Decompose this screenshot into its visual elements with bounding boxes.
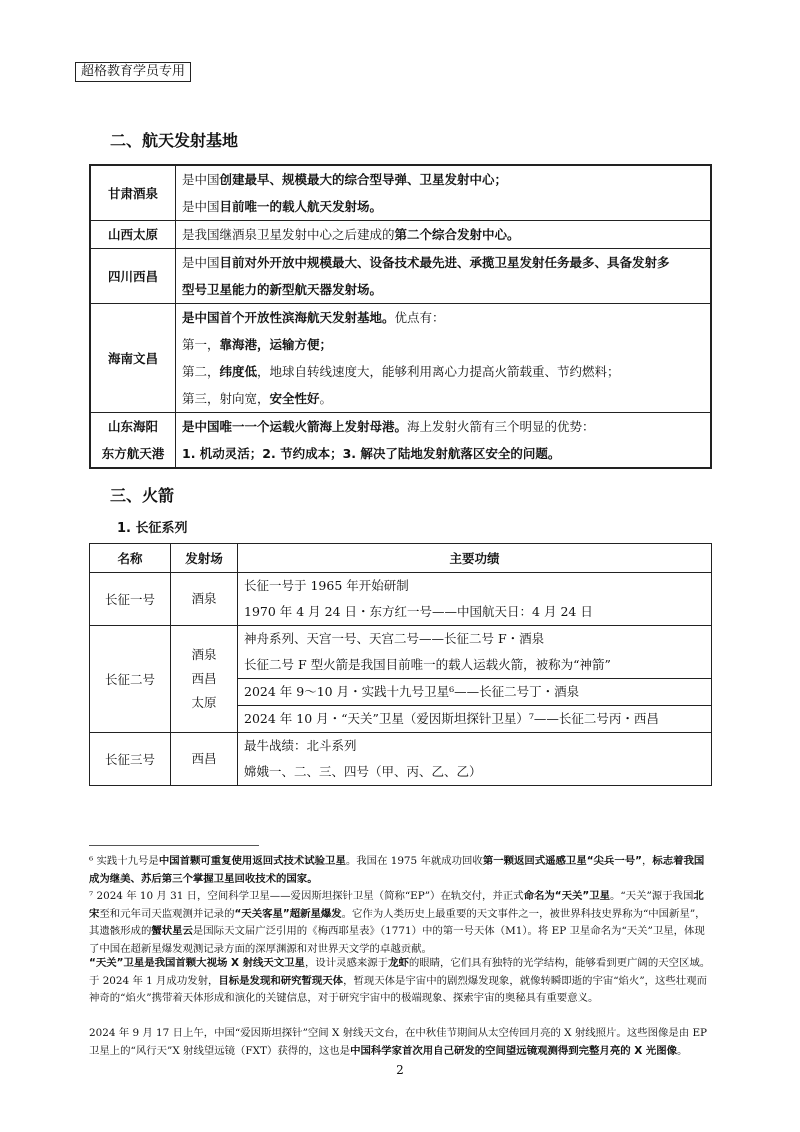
launch-site-description bbox=[176, 249, 712, 304]
footnote-run: 命名为“天关”卫星 bbox=[523, 890, 610, 902]
table-row bbox=[90, 221, 711, 249]
description-line bbox=[182, 440, 704, 467]
footnote-run: 的眼睛，它们具有独特的光学结构，能够看到更广阔的天空区域。于 2024 年 1 月成功发射， bbox=[89, 957, 711, 987]
footnote-run: ， bbox=[641, 855, 653, 867]
description-run: 是中国 bbox=[182, 172, 220, 187]
description-run: 创建最早、规模最大的综合型导弹、卫星发射中心； bbox=[219, 172, 508, 187]
footnote-run: 中国科学家首次用自己研发的空间望远镜观测得到完整月亮的 X 光图像 bbox=[350, 1044, 678, 1057]
footnote-7 bbox=[89, 888, 714, 958]
description-run: 第二个综合发射中心。 bbox=[394, 227, 520, 242]
achievement-line: 嫦娥一、二、三、四号（甲、丙、乙、乙） bbox=[244, 764, 482, 779]
footnote-run: 是国际天文届广泛引用的《梅西耶星表》（1771）中的第一号天体（M1）。将 EP 卫星命名为“天关”卫星，体现了中国在超新星爆发观测记录方面的深厚渊源和对世界天文学的卓越贡献。 bbox=[89, 925, 705, 955]
description-line bbox=[182, 249, 704, 276]
footnote-run: 中国首颗可重复使用返回式技术试验卫星 bbox=[158, 855, 346, 867]
launch-site-name: 海南文昌 bbox=[90, 304, 176, 413]
description-run: 目前唯一的载人航天发射场。 bbox=[219, 199, 383, 214]
footnote-run: “天关客星”超新星爆发 bbox=[234, 907, 342, 920]
footnote-run: 龙虾 bbox=[388, 957, 409, 969]
footnote-7-tianguan bbox=[89, 955, 714, 1008]
description-run: 是中国 bbox=[182, 199, 220, 214]
footnote-6 bbox=[89, 853, 714, 888]
footnote-run: ，暂现天体是宇宙中的剧烈爆发现象，就像转瞬即逝的宇宙“焰火”，这些壮观而神奇的“焰火”携带着天体形成和演化的关键信息，对于研究宇宙中的极端现象、探索宇宙的奥秘具有重要意义。 bbox=[89, 974, 707, 1004]
footnote-run: 第一颗返回式遥感卫星“尖兵一号” bbox=[482, 855, 642, 867]
description-run: 优点有： bbox=[394, 310, 445, 325]
achievement-line: 最牛战绩：北斗系列 bbox=[244, 738, 357, 753]
table-row bbox=[90, 733, 712, 786]
launch-site-description bbox=[176, 165, 712, 221]
achievement-line: 2024 年 9～10 月・实践十九号卫星⁶——长征二号丁・酒泉 bbox=[244, 684, 580, 699]
footnote-run: 。它作为人类历史上最重要的天文事件之一，被世界科技史界称为“中国新星”，其遗骸形成的 bbox=[89, 907, 706, 937]
footnote-run: ⁷ 2024 年 10 月 31 日，空间科学卫星——爱因斯坦探针卫星（简称“EP”）在轨交付，并正式 bbox=[89, 890, 524, 902]
table-row bbox=[90, 165, 711, 221]
launch-site-name: 山东海阳 东方航天港 bbox=[90, 413, 176, 469]
footnote-run: 。我国在 1975 年就成功回收 bbox=[345, 855, 483, 867]
table-row bbox=[90, 626, 712, 679]
page-number: 2 bbox=[396, 1063, 404, 1077]
description-run: 是中国 bbox=[182, 255, 220, 270]
description-line bbox=[182, 385, 704, 412]
description-run: 是中国唯一一个运载火箭海上发射母港。 bbox=[182, 419, 408, 434]
description-run: 是我国继酒泉卫星发射中心之后建成的 bbox=[182, 227, 395, 242]
description-run: 第三，射向宽， bbox=[182, 391, 270, 406]
rocket-name: 长征三号 bbox=[90, 733, 171, 786]
achievement-line: 1970 年 4 月 24 日・东方红一号——中国航天日：4 月 24 日 bbox=[244, 604, 593, 619]
description-run: 海上发射火箭有三个明显的优势： bbox=[407, 419, 595, 434]
footnote-run: ，设计灵感来源于 bbox=[304, 957, 389, 969]
rocket-achievement bbox=[238, 706, 712, 733]
rocket-name: 长征二号 bbox=[90, 626, 171, 733]
footnote-run: 至和元年司天监观测并记录的 bbox=[99, 907, 235, 920]
footnote-run: 蟹状星云 bbox=[151, 925, 193, 937]
footnote-run: 目标是发现和研究暂现天体 bbox=[218, 974, 344, 987]
description-run: 第一， bbox=[182, 337, 220, 352]
description-line bbox=[182, 358, 704, 385]
description-run: 是中国首个开放性滨海航天发射基地。 bbox=[182, 310, 395, 325]
description-run: 第二， bbox=[182, 364, 220, 379]
description-line bbox=[182, 276, 704, 303]
rocket-launch-site: 酒泉 西昌 太原 bbox=[171, 626, 238, 733]
launch-site-description bbox=[176, 413, 712, 469]
achievement-line: 2024 年 10 月・“天关”卫星（爱因斯坦探针卫星）⁷——长征二号丙・西昌 bbox=[244, 711, 659, 726]
rocket-achievement bbox=[238, 626, 712, 679]
table-header-row bbox=[90, 544, 712, 573]
footnote-run: ⁶ 实践十九号是 bbox=[89, 855, 159, 867]
rocket-launch-site: 酒泉 bbox=[171, 573, 238, 626]
rocket-launch-site: 西昌 bbox=[171, 733, 238, 786]
launch-sites-table bbox=[89, 164, 712, 469]
footnote-run: 2024 年 9 月 17 日上午，中国“爱因斯坦探针”空间 X 射线天文台，在中秋佳节期间从太空传回月亮的 X 射线照片。这些图像是由 EP 卫星上的“风行天”X 射线望远镜（FXT）获得的，这也是 bbox=[89, 1027, 708, 1057]
description-run: 。 bbox=[319, 391, 333, 406]
table-row bbox=[90, 573, 712, 626]
footnote-run: 。 bbox=[677, 1044, 688, 1057]
description-run: 安全性好 bbox=[269, 391, 320, 406]
description-run: 靠海港，运输方便； bbox=[219, 337, 333, 352]
description-run: 型号卫星能力的新型航天器发射场。 bbox=[182, 282, 383, 297]
header-launch-site: 发射场 bbox=[171, 544, 238, 573]
header-name: 名称 bbox=[90, 544, 171, 573]
rocket-name: 长征一号 bbox=[90, 573, 171, 626]
description-run: 目前对外开放中规模最大、设备技术最先进、承揽卫星发射任务最多、具备发射多 bbox=[219, 255, 670, 270]
description-line bbox=[182, 193, 704, 220]
description-line bbox=[182, 221, 704, 248]
watermark-label: 超格教育学员专用 bbox=[75, 62, 191, 82]
description-line bbox=[182, 331, 704, 358]
footnote-run: 标志着我国成为继美、苏后第三个掌握卫星回收技术的国家。 bbox=[89, 855, 705, 885]
footnote-run: 。“天关”源于我国 bbox=[609, 890, 694, 902]
table-row bbox=[90, 413, 711, 469]
achievement-line: 长征二号 F 型火箭是我国目前唯一的载人运载火箭，被称为“神箭” bbox=[244, 657, 611, 672]
table-row bbox=[90, 304, 711, 413]
footnote-run: 北宋 bbox=[89, 890, 704, 920]
description-line bbox=[182, 166, 704, 193]
description-line bbox=[182, 304, 704, 331]
launch-site-name: 四川西昌 bbox=[90, 249, 176, 304]
table-row bbox=[90, 249, 711, 304]
achievement-line: 长征一号于 1965 年开始研制 bbox=[244, 578, 409, 593]
rocket-achievement bbox=[238, 733, 712, 786]
launch-site-name: 甘肃酒泉 bbox=[90, 165, 176, 221]
section-heading-launch-sites: 二、航天发射基地 bbox=[110, 131, 239, 150]
achievement-line: 神舟系列、天宫一号、天宫二号——长征二号 F・酒泉 bbox=[244, 631, 545, 646]
long-march-table bbox=[89, 543, 712, 786]
subheading-long-march: 1. 长征系列 bbox=[117, 521, 188, 536]
description-run: ，地球自转线速度大，能够利用离心力提高火箭载重、节约燃料； bbox=[257, 364, 620, 379]
rocket-achievement bbox=[238, 679, 712, 706]
launch-site-description bbox=[176, 221, 712, 249]
footnote-divider bbox=[89, 845, 259, 846]
description-run: 纬度低 bbox=[219, 364, 258, 379]
section-heading-rockets: 三、火箭 bbox=[110, 486, 175, 505]
rocket-achievement bbox=[238, 573, 712, 626]
footnote-run: “天关”卫星是我国首颗大视场 X 射线天文卫星 bbox=[89, 957, 305, 969]
description-line bbox=[182, 413, 704, 440]
launch-site-name: 山西太原 bbox=[90, 221, 176, 249]
description-run: 1. 机动灵活；2. 节约成本；3. 解决了陆地发射航落区安全的问题。 bbox=[182, 446, 561, 461]
header-achievements: 主要功绩 bbox=[238, 544, 712, 573]
launch-site-description bbox=[176, 304, 712, 413]
footnote-7-moon-image bbox=[89, 1025, 714, 1060]
